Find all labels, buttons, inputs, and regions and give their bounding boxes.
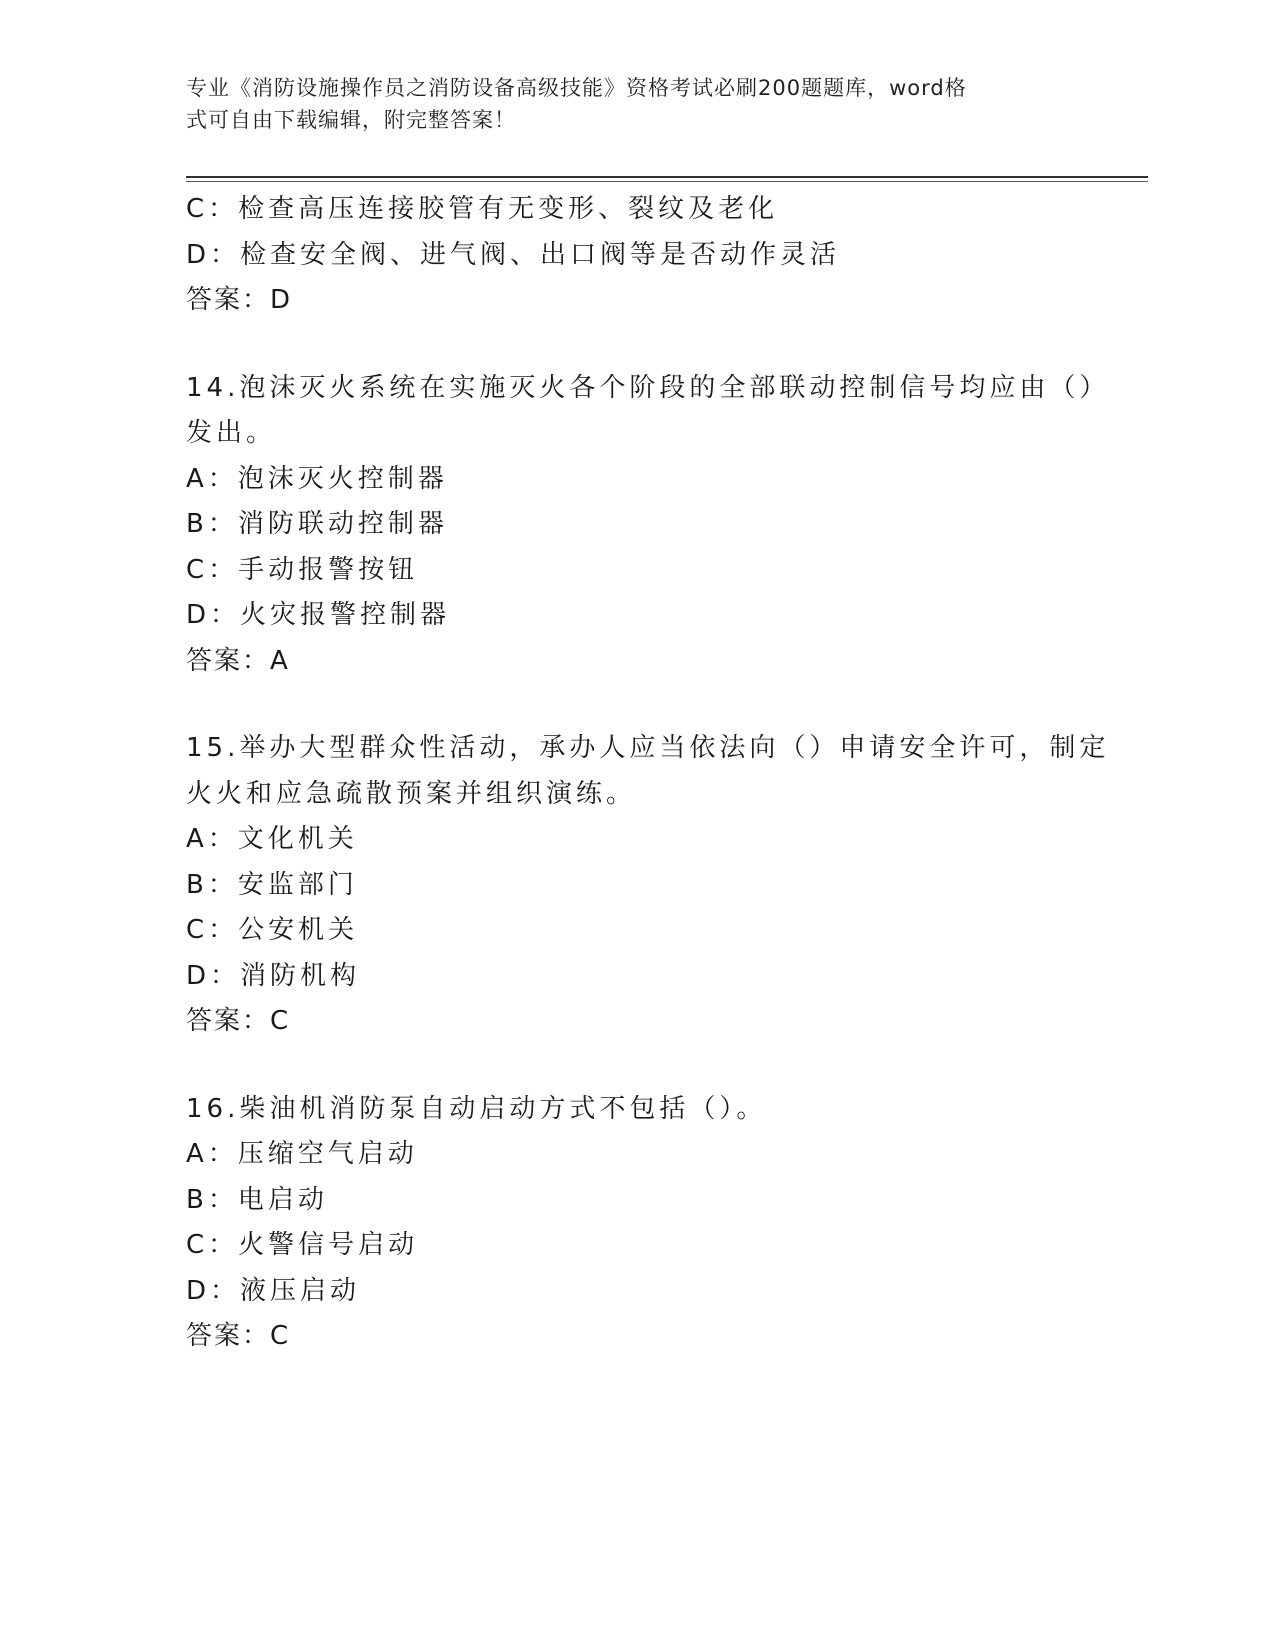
option-c: C：公安机关 [186, 915, 359, 945]
header-divider-thin [186, 181, 1148, 182]
question-stem-line-1: 15.举办大型群众性活动，承办人应当依法向（）申请安全许可，制定 [186, 733, 1110, 763]
option-d: D：液压启动 [186, 1275, 361, 1306]
option-a: A：压缩空气启动 [186, 1139, 418, 1169]
question-stem-line-2: 火火和应急疏散预案并组织演练。 [186, 778, 637, 809]
header-line-2: 式可自由下载编辑，附完整答案！ [186, 108, 516, 132]
option-b: B：安监部门 [186, 869, 358, 900]
option-c: C：火警信号启动 [186, 1230, 419, 1260]
option-c: C：检查高压连接胶管有无变形、裂纹及老化 [186, 194, 779, 224]
spacer [186, 684, 1086, 726]
question-13-continuation [186, 187, 1086, 324]
document-header [186, 72, 1066, 136]
question-14 [186, 366, 1110, 685]
answer: 答案：C [186, 1321, 291, 1351]
question-stem-line-1: 14.泡沫灭火系统在实施灭火各个阶段的全部联动控制信号均应由（） [186, 372, 1110, 403]
option-b: B：消防联动控制器 [186, 509, 448, 539]
option-b: B：电启动 [186, 1184, 328, 1215]
option-c: C：手动报警按钮 [186, 554, 419, 585]
question-16 [186, 1087, 1086, 1360]
answer: 答案：D [186, 285, 293, 315]
option-a: A：文化机关 [186, 824, 358, 854]
spacer [186, 324, 1086, 366]
option-a: A：泡沫灭火控制器 [186, 463, 448, 494]
option-d: D：检查安全阀、进气阀、出口阀等是否动作灵活 [186, 239, 841, 270]
answer: 答案：A [186, 645, 290, 676]
answer: 答案：C [186, 1006, 291, 1036]
option-d: D：火灾报警控制器 [186, 600, 451, 630]
option-d: D：消防机构 [186, 960, 361, 991]
question-15 [186, 726, 1110, 1045]
question-content [186, 187, 1110, 1360]
question-stem-line-1: 16.柴油机消防泵自动启动方式不包括（）。 [186, 1093, 767, 1124]
header-line-1: 专业《消防设施操作员之消防设备高级技能》资格考试必刷200题题库，word格 [186, 76, 967, 100]
header-divider-thick [186, 176, 1148, 178]
question-stem-line-2: 发出。 [186, 418, 277, 448]
spacer [186, 1045, 1086, 1087]
